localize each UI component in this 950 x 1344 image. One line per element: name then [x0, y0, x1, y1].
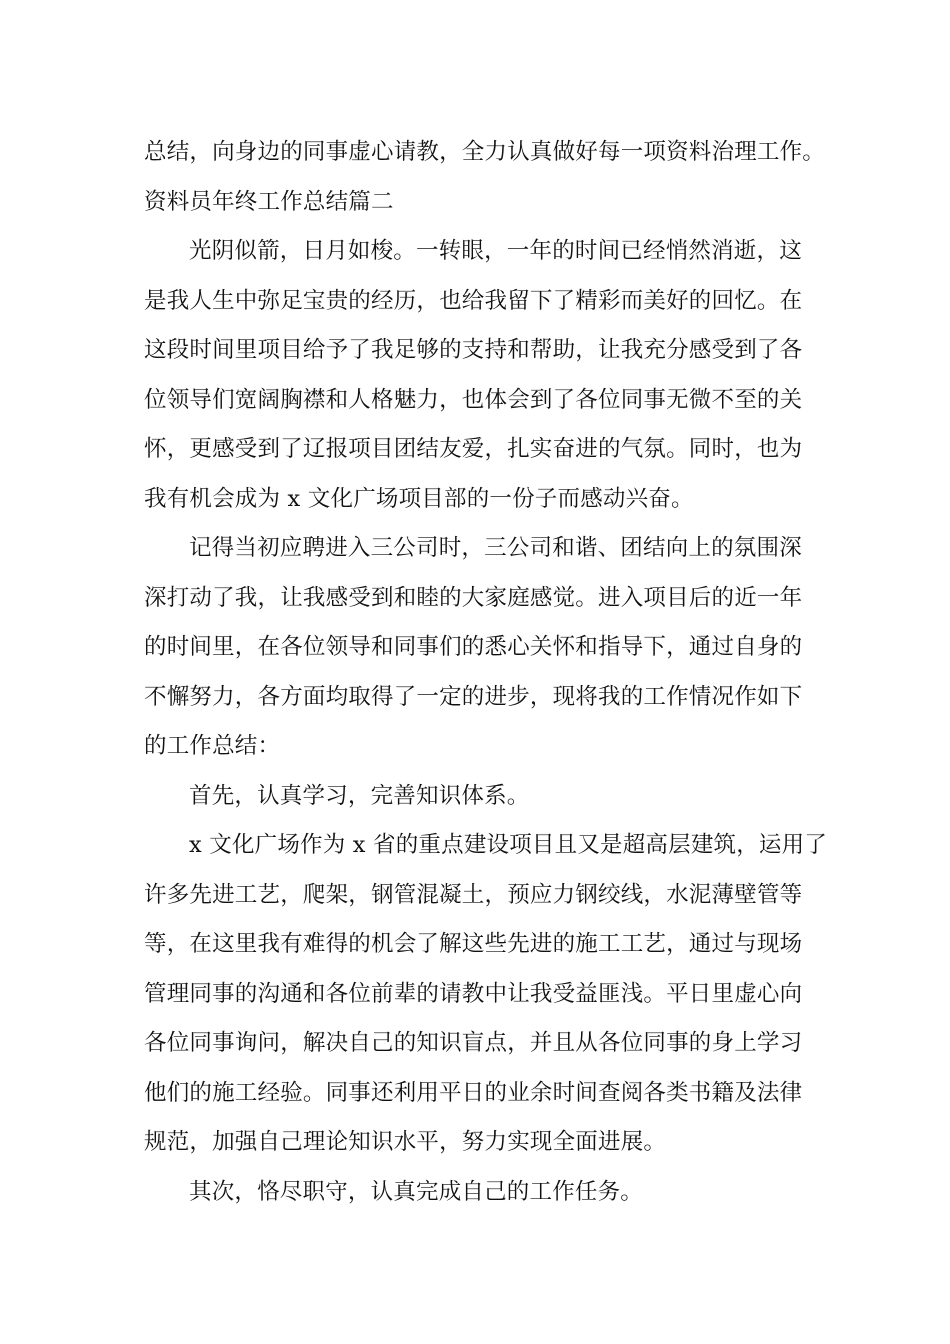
- text-line: 怀，更感受到了辽报项目团结友爱，扎实奋进的气氛。同时，也为: [144, 436, 803, 462]
- text-line: 是我人生中弥足宝贵的经历，也给我留下了精彩而美好的回忆。在: [144, 287, 803, 314]
- subheading-line: 首先，认真学习，完善知识体系。: [189, 782, 530, 809]
- text-line: 他们的施工经验。同事还利用平日的业余时间查阅各类书籍及法律: [144, 1079, 803, 1106]
- section-heading: 资料员年终工作总结篇二: [144, 188, 394, 215]
- text-line: 光阴似箭，日月如梭。一转眼，一年的时间已经悄然消逝，这: [189, 238, 802, 264]
- text-line: 这段时间里项目给予了我足够的支持和帮助，让我充分感受到了各: [144, 337, 803, 363]
- text-line: 各位同事询问，解决自己的知识盲点，并且从各位同事的身上学习: [144, 1030, 803, 1056]
- text-line: 记得当初应聘进入三公司时，三公司和谐、团结向上的氛围深: [189, 535, 802, 561]
- text-line: 总结，向身边的同事虚心请教，全力认真做好每一项资料治理工作。: [144, 139, 826, 165]
- text-line: 等，在这里我有难得的机会了解这些先进的施工工艺，通过与现场: [144, 931, 803, 957]
- text-line: 位领导们宽阔胸襟和人格魅力，也体会到了各位同事无微不至的关: [144, 386, 803, 413]
- text-line: 管理同事的沟通和各位前辈的请教中让我受益匪浅。平日里虚心向: [144, 980, 803, 1007]
- text-line: 不懈努力，各方面均取得了一定的进步，现将我的工作情况作如下: [144, 683, 803, 710]
- text-line: x 文化广场作为 x 省的重点建设项目且又是超高层建筑，运用了: [189, 832, 828, 858]
- text-line: 我有机会成为 x 文化广场项目部的一份子而感动兴奋。: [144, 485, 694, 512]
- text-line: 许多先进工艺，爬架，钢管混凝土，预应力钢绞线，水泥薄壁管等: [144, 881, 803, 908]
- document-body: [144, 128, 828, 1217]
- text-line: 规范，加强自己理论知识水平，努力实现全面进展。: [144, 1129, 667, 1155]
- text-line: 的时间里，在各位领导和同事们的悉心关怀和指导下，通过自身的: [144, 634, 803, 660]
- text-line: 的工作总结：: [144, 733, 281, 759]
- text-line: 深打动了我，让我感受到和睦的大家庭感觉。进入项目后的近一年: [144, 584, 803, 611]
- subheading-line: 其次，恪尽职守，认真完成自己的工作任务。: [189, 1178, 644, 1205]
